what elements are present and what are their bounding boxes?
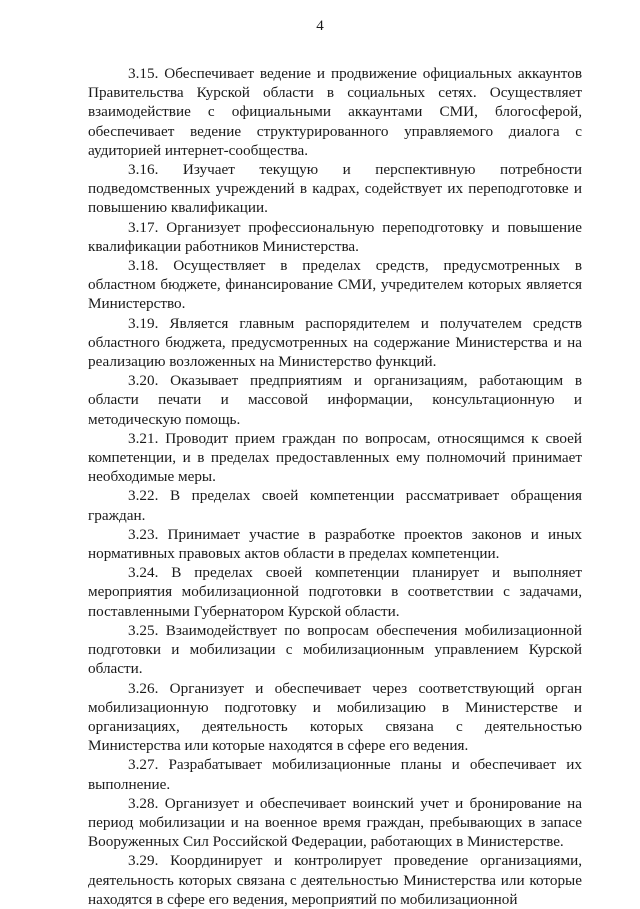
- page-number: 4: [316, 18, 324, 34]
- paragraph-3-23: 3.23. Принимает участие в разработке проектов законов и иных нормативных правовых актов области в пределах компетенции.: [88, 525, 582, 563]
- paragraph-3-19: 3.19. Является главным распорядителем и получателем средств областного бюджета, предусмотренных на содержание Министерства и на реализацию возложенных на Министерство функций.: [88, 314, 582, 371]
- paragraph-3-24: 3.24. В пределах своей компетенции планирует и выполняет мероприятия мобилизационной подготовки в соответствии с задачами, поставленными Губернатором Курской области.: [88, 564, 582, 620]
- paragraph-3-25: 3.25. Взаимодействует по вопросам обеспечения мобилизационной подготовки и мобилизации с мобилизационным управлением Курской области.: [88, 621, 582, 678]
- paragraph-3-17: 3.17. Организует профессиональную переподготовку и повышение квалификации работников Министерства.: [88, 218, 582, 255]
- paragraph-3-27: 3.27. Разрабатывает мобилизационные планы и обеспечивает их выполнение.: [88, 756, 582, 793]
- paragraph-3-21: 3.21. Проводит прием граждан по вопросам, относящимся к своей компетенции, и в пределах предоставленных ему полномочий принимает необходимые меры.: [88, 429, 582, 486]
- paragraph-3-28: 3.28. Организует и обеспечивает воинский учет и бронирование на период мобилизации и на военное время граждан, пребывающих в запасе Вооруженных Сил Российской Федерации, работающих в Министерстве.: [88, 794, 582, 851]
- paragraph-3-29: 3.29. Координирует и контролирует проведение организациями, деятельность которых связана с деятельностью Министерства или которые находятся в сфере его ведения, мероприятий по мобилизационной: [88, 852, 582, 908]
- paragraph-3-20: 3.20. Оказывает предприятиям и организациям, работающим в области печати и массовой информации, консультационную и методическую помощь.: [88, 372, 582, 428]
- paragraph-3-22: 3.22. В пределах своей компетенции рассматривает обращения граждан.: [88, 487, 582, 524]
- document-body: [88, 64, 582, 909]
- paragraph-3-26: 3.26. Организует и обеспечивает через соответствующий орган мобилизационную подготовку и мобилизацию в Министерстве и организациях, деятельность которых связана с деятельностью Министерства или которые находятся в сфере его ведения.: [88, 679, 582, 755]
- paragraph-3-16: 3.16. Изучает текущую и перспективную потребности подведомственных учреждений в кадрах, содействует их переподготовке и повышению квалификации.: [88, 161, 582, 217]
- paragraph-3-18: 3.18. Осуществляет в пределах средств, предусмотренных в областном бюджете, финансирование СМИ, учредителем которых является Министерство.: [88, 257, 582, 313]
- paragraph-3-15: 3.15. Обеспечивает ведение и продвижение официальных аккаунтов Правительства Курской области в социальных сетях. Осуществляет взаимодействие с официальными аккаунтами СМИ, блогосферой, обеспечивает ведение структурированного управляемого диалога с аудиторией интернет-сообщества.: [88, 65, 582, 159]
